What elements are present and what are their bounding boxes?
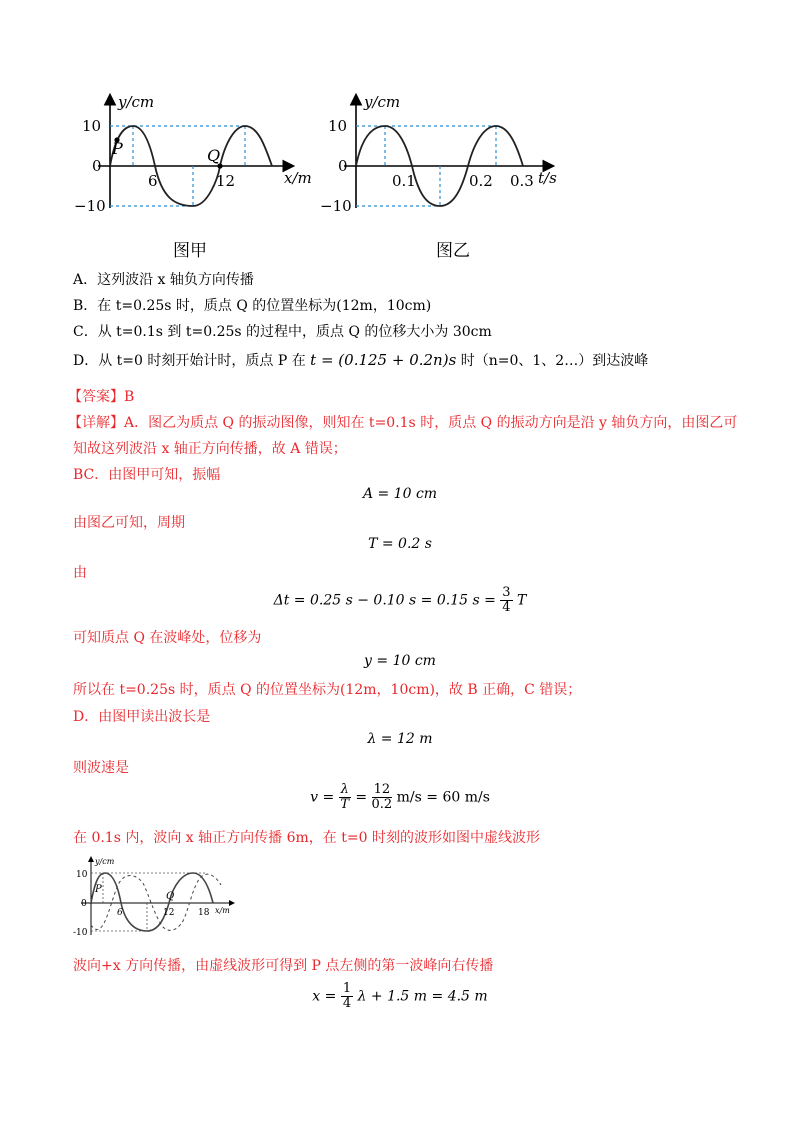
- y-axis-label: y/cm: [95, 857, 115, 866]
- dashed-wave: [91, 874, 221, 930]
- eq-v-left: v =: [310, 789, 335, 806]
- x-tick-12: 12: [216, 172, 236, 190]
- point-q-label: Q: [207, 146, 221, 165]
- x-tick-12: 12: [163, 908, 175, 918]
- eq-v-den1: T: [340, 797, 350, 812]
- eq-dt-left: Δt = 0.25 s − 0.10 s = 0.15 s =: [273, 592, 496, 609]
- option-d-formula: t = (0.125 + 0.2n)s: [310, 351, 457, 369]
- figure-jia-caption: 图甲: [173, 241, 207, 261]
- x-axis-label: x/m: [284, 169, 312, 187]
- figure-jia-graph: [74, 88, 320, 218]
- eq-dt-right: T: [517, 592, 527, 609]
- bc-intro: BC．由图甲可知，振幅: [73, 467, 221, 483]
- answer-label: 【答案】B: [68, 389, 135, 405]
- eq-x-frac: [341, 982, 353, 1011]
- y-tick-neg10: −10: [320, 197, 352, 215]
- point-p-label: P: [95, 884, 102, 895]
- eq-v-mid: =: [355, 789, 368, 806]
- y-tick-0: 0: [92, 157, 102, 175]
- q-peak-text: 可知质点 Q 在波峰处，位移为: [73, 630, 262, 646]
- y-tick-neg10: −10: [74, 197, 106, 215]
- eq-x-left: x =: [312, 988, 337, 1005]
- option-a: A．这列波沿 x 轴负方向传播: [73, 272, 254, 288]
- solid-wave: [91, 873, 213, 931]
- option-d-text-2: 时（n=0、1、2…）到达波峰: [460, 353, 649, 369]
- eq-period: T = 0.2 s: [368, 536, 432, 552]
- speed-intro: 则波速是: [73, 760, 129, 776]
- detail-line-2: 知故这列波沿 x 轴正方向传播，故 A 错误；: [73, 441, 347, 457]
- eq-dt-den: 4: [502, 600, 511, 615]
- guide-lines: [91, 873, 205, 931]
- t-axis-label: t/s: [538, 169, 557, 187]
- figure-yi-graph: [320, 88, 566, 218]
- x-tick-6: 6: [117, 908, 123, 918]
- propagation-text: 在 0.1s 内，波向 x 轴正方向传播 6m，在 t=0 时刻的波形如图中虚线波形: [73, 830, 540, 846]
- detail-line-1: 【详解】A．图乙为质点 Q 的振动图像，则知在 t=0.1s 时，质点 Q 的振动方向是沿 y 轴负方向，由图乙可: [68, 415, 738, 431]
- x-tick-18: 18: [198, 908, 210, 918]
- option-d: [73, 350, 648, 371]
- eq-lambda: λ = 12 m: [367, 731, 433, 747]
- option-c: C．从 t=0.1s 到 t=0.25s 的过程中，质点 Q 的位移大小为 30cm: [73, 324, 492, 340]
- point-q-label: Q: [166, 891, 175, 902]
- eq-y: y = 10 cm: [364, 653, 436, 669]
- y-axis-label: y/cm: [118, 93, 155, 111]
- eq-dt-fraction: [500, 586, 512, 615]
- eq-v-frac2: [372, 783, 393, 812]
- eq-delta-t: [0, 586, 800, 615]
- figure-yi-caption: 图乙: [436, 241, 470, 261]
- point-p-label: P: [112, 139, 123, 158]
- y-tick-0: 0: [338, 157, 348, 175]
- eq-v-right: m/s = 60 m/s: [396, 789, 490, 806]
- eq-v-frac1: [339, 783, 351, 812]
- eq-v-num2: 12: [372, 783, 393, 798]
- b-conclusion: 所以在 t=0.25s 时，质点 Q 的位置坐标为(12m，10cm)，故 B 正确，C 错误；: [73, 682, 582, 698]
- answer-wave-figure: [73, 855, 243, 940]
- t-tick-0.1: 0.1: [392, 172, 416, 190]
- final-text: 波向+x 方向传播，由虚线波形可得到 P 点左侧的第一波峰向右传播: [73, 958, 494, 974]
- eq-amplitude: A = 10 cm: [362, 486, 438, 502]
- eq-x: [0, 982, 800, 1011]
- y-tick-0: 0: [81, 899, 87, 909]
- y-tick-10: 10: [328, 117, 348, 135]
- eq-x-den: 4: [342, 996, 352, 1011]
- d-intro: D．由图甲读出波长是: [73, 709, 211, 725]
- y-tick-10: 10: [82, 117, 102, 135]
- y-tick-neg10: -10: [73, 928, 88, 938]
- eq-speed: [0, 783, 800, 812]
- period-intro: 由图乙可知，周期: [73, 515, 185, 531]
- option-d-text-1: D．从 t=0 时刻开始计时，质点 P 在: [73, 353, 306, 369]
- x-tick-6: 6: [148, 172, 158, 190]
- y-axis-label: y/cm: [364, 93, 401, 111]
- eq-dt-num: 3: [502, 585, 511, 600]
- from-text: 由: [73, 565, 87, 581]
- eq-x-num: 1: [342, 981, 352, 996]
- x-axis-label: x/m: [215, 906, 230, 915]
- y-tick-10: 10: [76, 870, 88, 880]
- option-b: B．在 t=0.25s 时，质点 Q 的位置坐标为(12m，10cm): [73, 298, 432, 314]
- eq-v-den2: 0.2: [371, 797, 393, 812]
- eq-x-right: λ + 1.5 m = 4.5 m: [357, 988, 488, 1005]
- t-tick-0.3: 0.3: [510, 172, 534, 190]
- eq-v-num1: λ: [340, 782, 349, 797]
- t-tick-0.2: 0.2: [469, 172, 493, 190]
